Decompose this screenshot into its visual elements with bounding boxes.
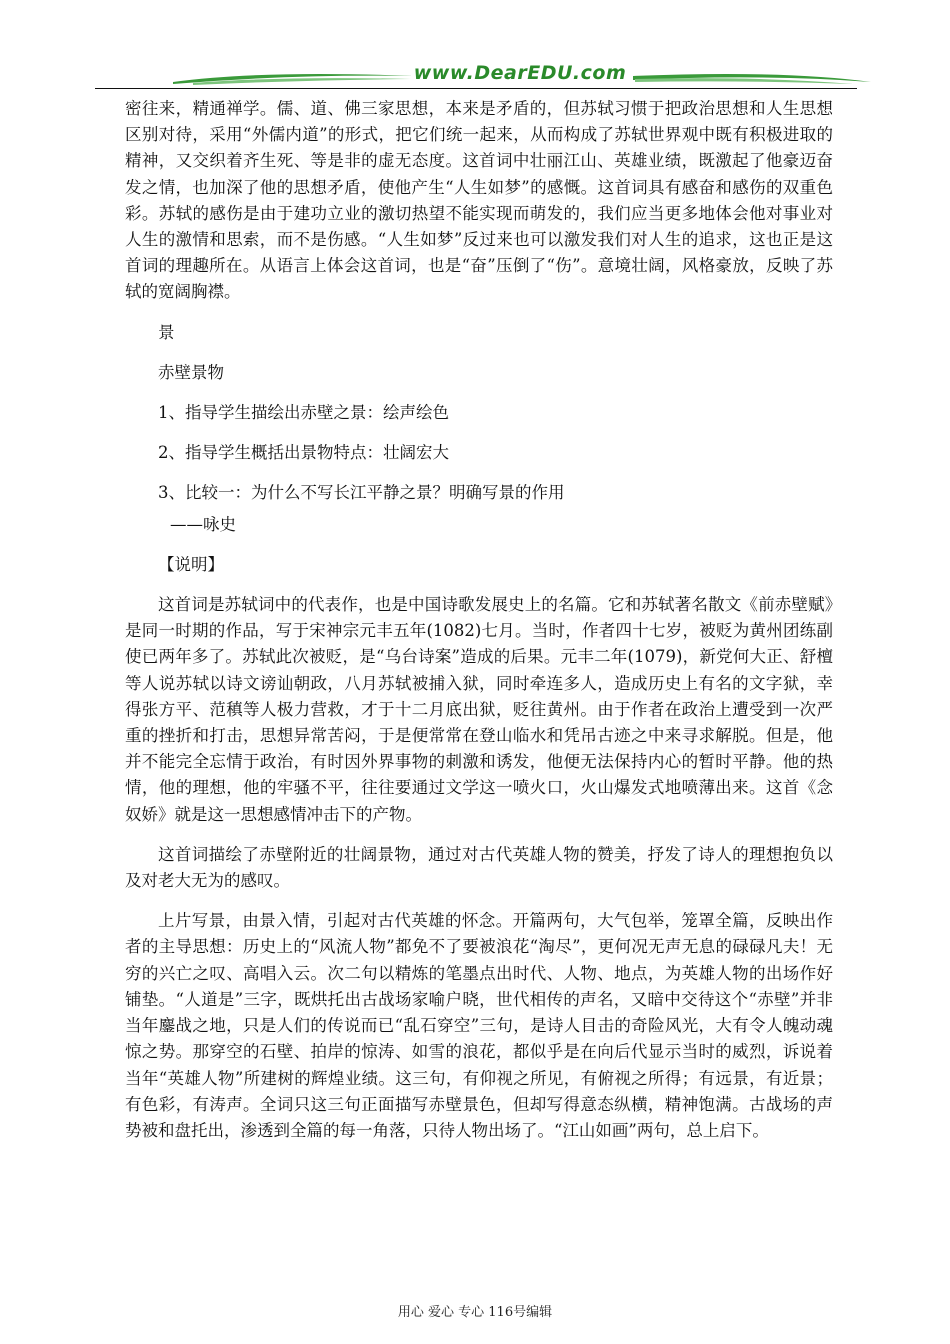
document-body <box>125 96 833 1144</box>
list-item: 1、指导学生描绘出赤壁之景：绘声绘色 <box>158 403 449 423</box>
right-swoosh-decoration <box>633 70 871 86</box>
intro-paragraph: 密往来，精通禅学。儒、道、佛三家思想，本来是矛盾的，但苏轼习惯于把政治思想和人生思想区别对待，采用“外儒内道”的形式，把它们统一起来，从而构成了苏轼世界观中既有积极进取的精神，又交织着齐生死、等是非的虚无态度。这首词中壮丽江山、英雄业绩，既激起了他豪迈奋发之情，也加深了他的思想矛盾，使他产生“人生如梦”的感慨。这首词具有感奋和感伤的双重色彩。苏轼的感伤是由于建功立业的激切热望不能实现而萌发的，我们应当更多地体会他对事业对人生的激情和思索，而不是伤感。“人生如梦”反过来也可以激发我们对人生的追求，这也正是这首词的理趣所在。从语言上体会这首词，也是“奋”压倒了“伤”。意境壮阔，风格豪放，反映了苏轼的宽阔胸襟。 <box>125 99 833 302</box>
section-title-chibi: 赤壁景物 <box>158 362 224 382</box>
site-logo[interactable]: www.DearEDU.com <box>413 62 627 84</box>
list-item: 2、指导学生概括出景物特点：壮阔宏大 <box>158 443 449 463</box>
paragraph: 这首词是苏轼词中的代表作，也是中国诗歌发展史上的名篇。它和苏轼著名散文《前赤壁赋》是同一时期的作品，写于宋神宗元丰五年(1082)七月。当时，作者四十七岁，被贬为黄州团练副使已两年多了。苏轼此次被贬，是“乌台诗案”造成的后果。元丰二年(1079)，新党何大正、舒檀等人说苏轼以诗文谤讪朝政，八月苏轼被捕入狱，同时牵连多人，造成历史上有名的文字狱，幸得张方平、范稹等人极力营救，才于十二月底出狱，贬往黄州。由于作者在政治上遭受到一次严重的挫折和打击，思想异常苦闷，于是便常常在登山临水和凭吊古迹之中来寻求解脱。但是，他并不能完全忘情于政治，有时因外界事物的刺激和诱发，他便无法保持内心的暂时平静。他的热情，他的理想，他的牢骚不平，往往要通过文学这一喷火口，火山爆发式地喷薄出来。这首《念奴娇》就是这一思想感情冲击下的产物。 <box>125 595 833 824</box>
paragraph: 上片写景，由景入情，引起对古代英雄的怀念。开篇两句，大气包举，笼罩全篇，反映出作者的主导思想：历史上的“风流人物”都免不了要被浪花“淘尽”，更何况无声无息的碌碌凡夫！无穷的兴亡之叹、高唱入云。次二句以精炼的笔墨点出时代、人物、地点，为英雄人物的出场作好铺垫。“人道是”三字，既烘托出古战场家喻户晓，世代相传的声名，又暗中交待这个“赤壁”并非当年鏖战之地，只是人们的传说而已“乱石穿空”三句，是诗人目击的奇险风光，大有令人魄动魂惊之势。那穿空的石壁、拍岸的惊涛、如雪的浪花，都似乎是在向后代显示当时的威烈，诉说着当年“英雄人物”所建树的辉煌业绩。这三句，有仰视之所见，有俯视之所得；有远景，有近景；有色彩，有涛声。全词只这三句正面描写赤壁景色，但却写得意态纵横，精神饱满。古战场的声势被和盘托出，渗透到全篇的每一角落，只待人物出场了。“江山如画”两句，总上启下。 <box>125 911 833 1140</box>
yongshi-label: ——咏史 <box>170 514 236 534</box>
page-footer: 用心 爱心 专心 116号编辑 <box>397 1305 553 1320</box>
list-item: 3、比较一：为什么不写长江平静之景？明确写景的作用 <box>158 483 565 503</box>
left-swoosh-decoration <box>173 70 413 86</box>
shuoming-heading: 【说明】 <box>158 554 224 574</box>
section-label-jing: 景 <box>158 322 175 342</box>
paragraph: 这首词描绘了赤壁附近的壮阔景物，通过对古代英雄人物的赞美，抒发了诗人的理想抱负以及对老大无为的感叹。 <box>125 844 833 891</box>
page-header <box>95 62 857 92</box>
header-rule <box>95 88 857 89</box>
